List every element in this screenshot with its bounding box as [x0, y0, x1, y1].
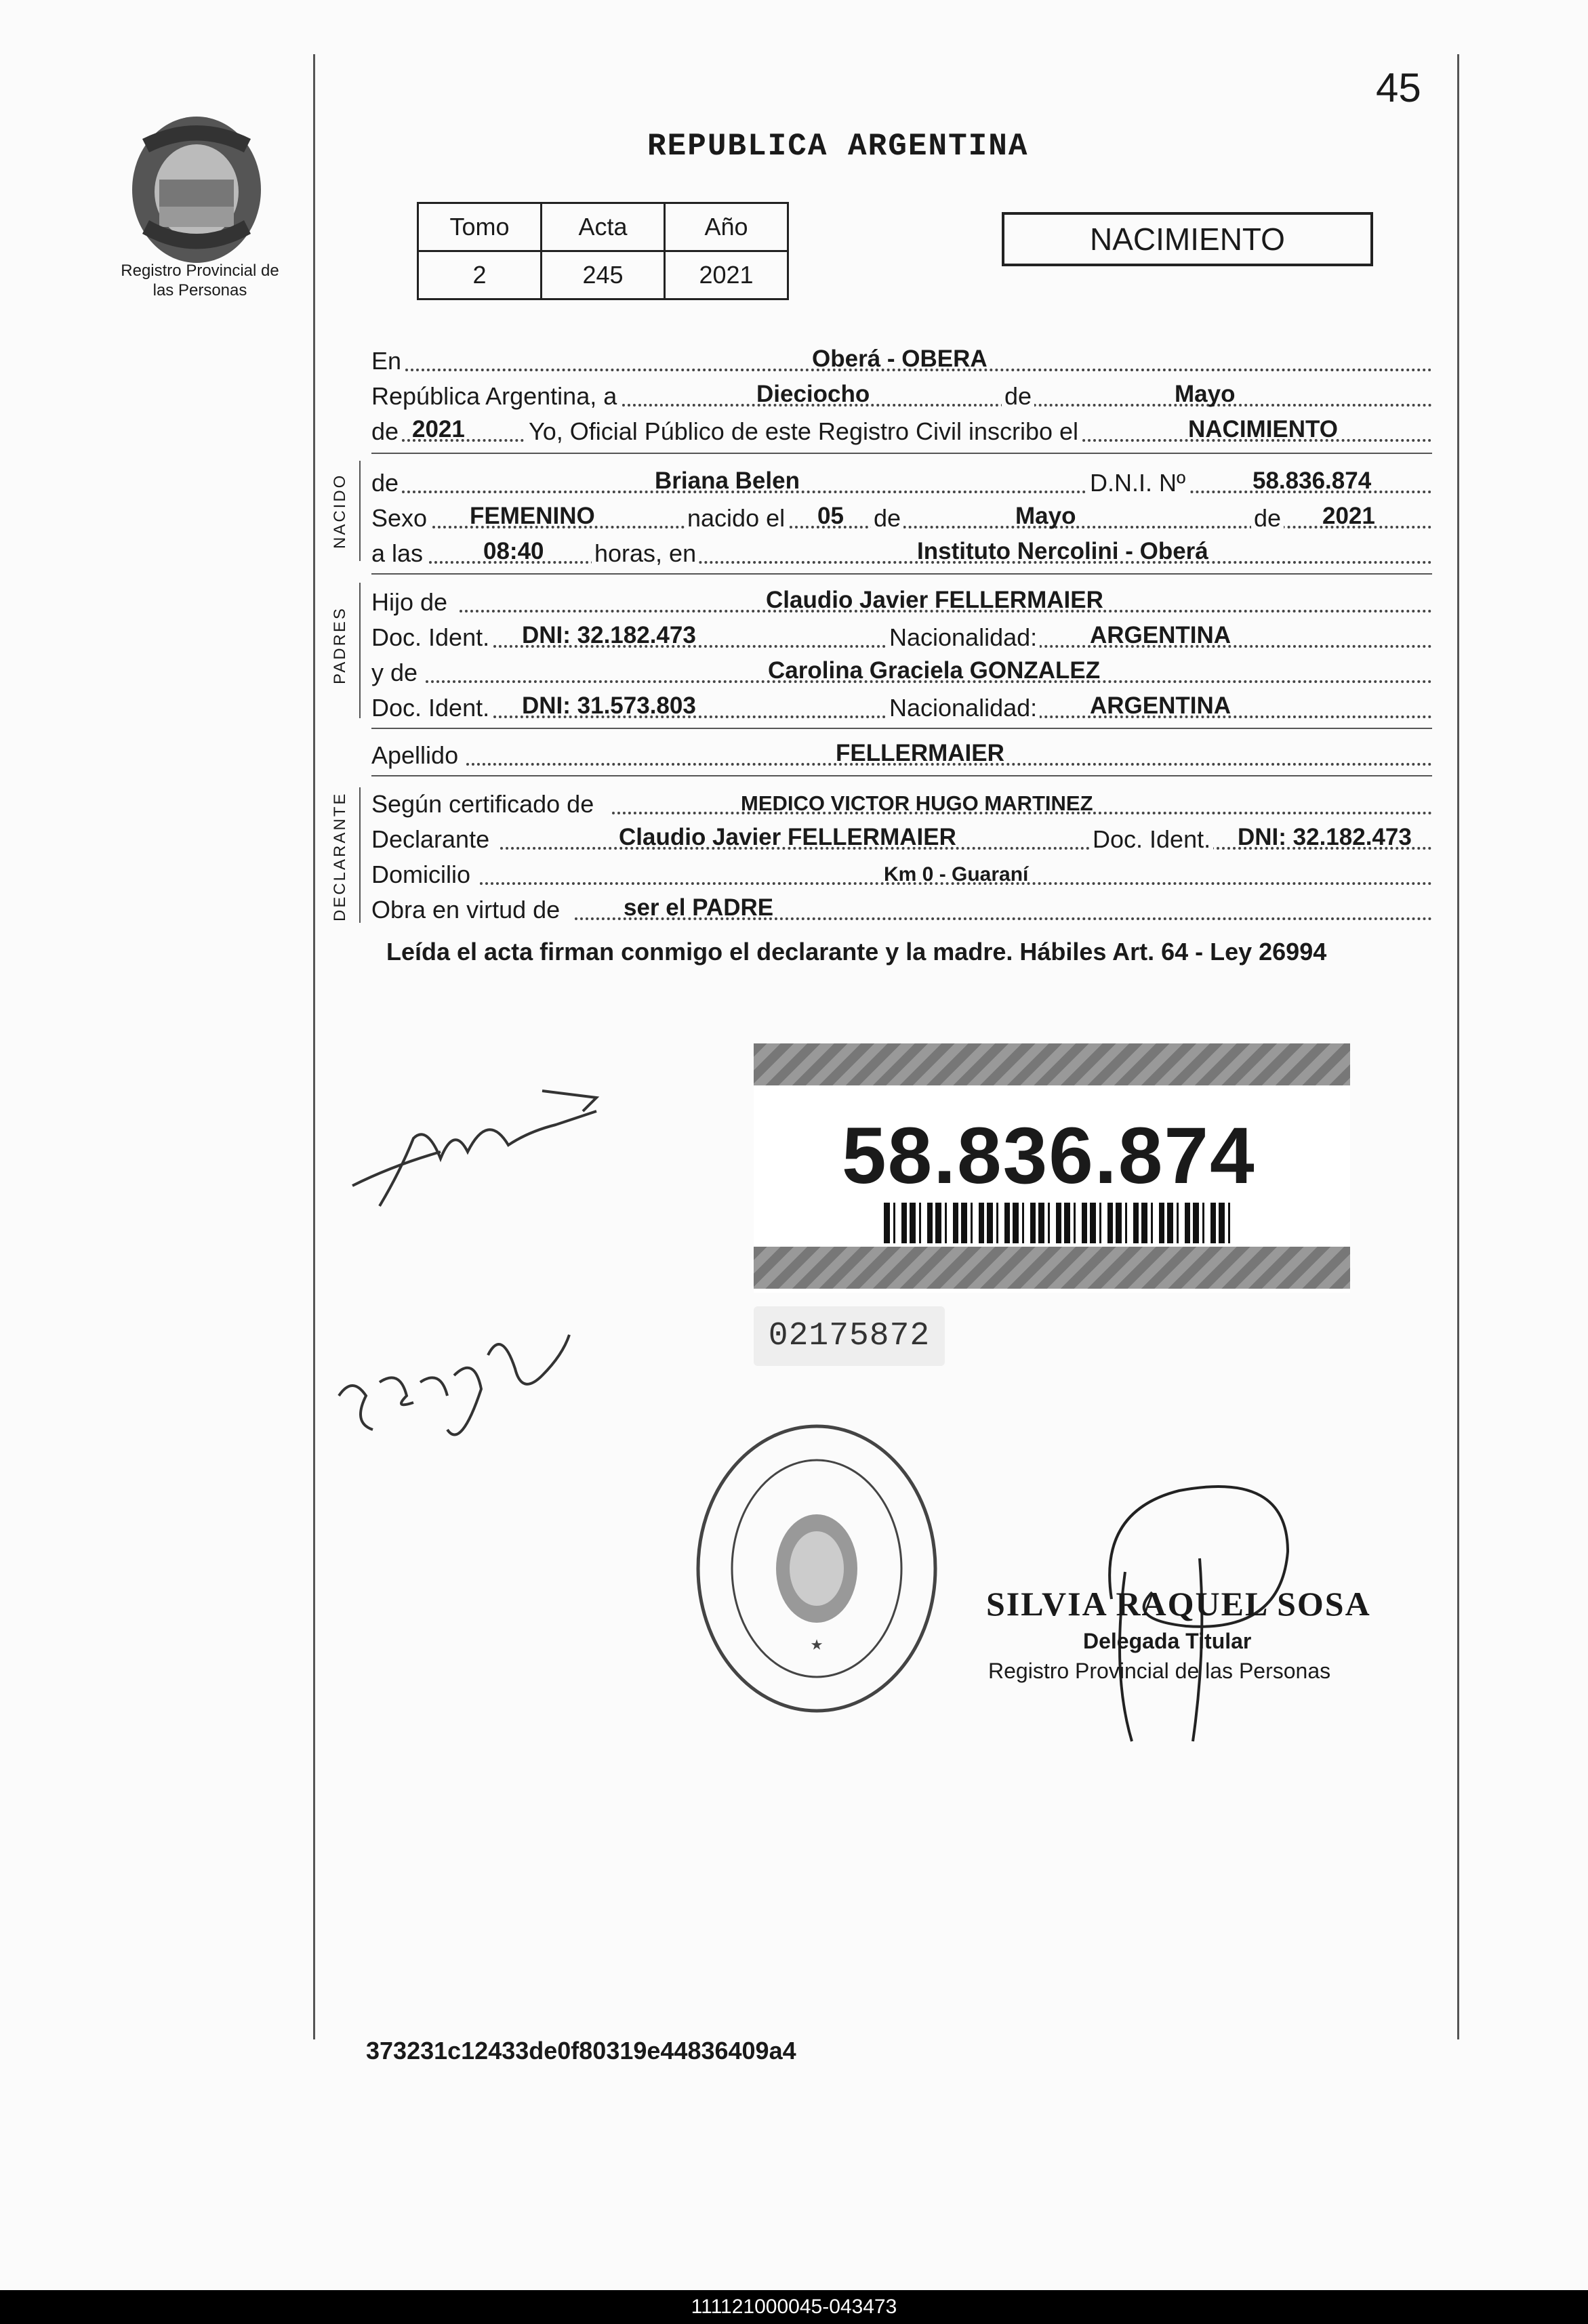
divider-2 — [371, 573, 1432, 575]
label-a-las: a las — [371, 539, 426, 568]
header-tomo: Tomo — [418, 203, 542, 251]
value-madre-doc: DNI: 31.573.803 — [522, 692, 696, 719]
padres-bar — [359, 583, 361, 718]
sticker-band-top — [754, 1043, 1350, 1085]
value-declarante-doc: DNI: 32.182.473 — [1238, 824, 1412, 850]
divider-1 — [371, 453, 1432, 454]
row-nombre — [371, 465, 1432, 497]
row-declarante — [371, 821, 1432, 854]
label-de-mes-nac: de — [871, 504, 903, 533]
divider-3 — [371, 728, 1432, 729]
row-republica — [371, 378, 1432, 411]
label-en: En — [371, 347, 404, 375]
label-republica: República Argentina, a — [371, 382, 619, 411]
label-horas-en: horas, en — [592, 539, 699, 568]
value-padre-nac: ARGENTINA — [1090, 622, 1231, 648]
value-obra: ser el PADRE — [624, 894, 774, 921]
value-domicilio: Km 0 - Guaraní — [884, 863, 1029, 886]
right-margin-line — [1457, 54, 1459, 2039]
value-anio-inscripcion: 2021 — [412, 416, 465, 442]
official-organization: Registro Provincial de las Personas — [988, 1659, 1331, 1683]
document-hash: 373231c12433de0f80319e44836409a4 — [366, 2037, 796, 2064]
value-dia-nacimiento: 05 — [817, 503, 844, 529]
registry-stamp-icon — [691, 1419, 942, 1718]
value-madre: Carolina Graciela GONZALEZ — [768, 657, 1101, 684]
label-de-anio: de — [371, 417, 401, 446]
label-obra: Obra en virtud de — [371, 896, 563, 924]
label-y-de: y de — [371, 659, 420, 687]
label-oficial: Yo, Oficial Público de este Registro Civil inscribo el — [526, 417, 1081, 446]
sticker-dni-number: 58.836.874 — [842, 1111, 1256, 1201]
row-anio — [371, 413, 1432, 446]
header-acta: Acta — [542, 203, 665, 251]
barcode-icon — [884, 1203, 1236, 1243]
value-lugar-inscripcion: Oberá - OBERA — [812, 346, 988, 372]
value-anio-nacimiento: 2021 — [1322, 503, 1375, 529]
label-nac-madre: Nacionalidad: — [887, 694, 1040, 722]
value-certificado: MEDICO VICTOR HUGO MARTINEZ — [741, 791, 1093, 815]
label-doc-madre: Doc. Ident. — [371, 694, 492, 722]
label-de-anio-nac: de — [1251, 504, 1284, 533]
label-nacido-el: nacido el — [685, 504, 788, 533]
closing-note: Leída el acta firman conmigo el declarante y la madre. Hábiles Art. 64 - Ley 26994 — [386, 938, 1327, 966]
sticker-band-bottom — [754, 1247, 1350, 1289]
record-table — [417, 202, 789, 300]
logo-caption: Registro Provincial de las Personas — [121, 262, 279, 299]
label-domicilio: Domicilio — [371, 860, 473, 889]
value-nombre: Briana Belen — [655, 468, 800, 494]
row-madre-doc — [371, 690, 1432, 722]
divider-4 — [371, 775, 1432, 776]
official-role: Delegada Titular — [1083, 1629, 1252, 1653]
row-madre — [371, 655, 1432, 687]
value-anio: 2021 — [665, 251, 788, 299]
label-sexo: Sexo — [371, 504, 430, 533]
row-obra — [371, 892, 1432, 924]
section-declarante: DECLARANTE — [331, 791, 349, 921]
footer-id: 111121000045-043473 — [0, 2290, 1588, 2324]
label-de-nombre: de — [371, 469, 401, 497]
header-anio: Año — [665, 203, 788, 251]
value-hora: 08:40 — [483, 538, 544, 564]
section-padres: PADRES — [331, 606, 349, 684]
label-certificado: Según certificado de — [371, 790, 596, 818]
official-name: SILVIA RAQUEL SOSA — [986, 1585, 1371, 1623]
value-tomo: 2 — [418, 251, 542, 299]
row-hora — [371, 535, 1432, 568]
dni-sticker — [754, 1043, 1350, 1293]
row-padre — [371, 584, 1432, 617]
misiones-coat-of-arms-icon — [122, 112, 271, 268]
label-apellido: Apellido — [371, 741, 461, 770]
svg-text:★: ★ — [810, 1634, 823, 1657]
label-hijo-de: Hijo de — [371, 588, 450, 617]
label-doc-padre: Doc. Ident. — [371, 623, 492, 652]
record-type-box: NACIMIENTO — [1002, 212, 1373, 266]
declarant-signature-icon — [339, 1071, 610, 1226]
row-sexo — [371, 500, 1432, 533]
document-title: REPUBLICA ARGENTINA — [647, 129, 1029, 164]
label-nac-padre: Nacionalidad: — [887, 623, 1040, 652]
page-number: 45 — [1376, 65, 1421, 110]
declarante-bar — [359, 787, 361, 923]
section-nacido: NACIDO — [331, 473, 349, 549]
serial-number: 02175872 — [754, 1306, 945, 1366]
row-certificado — [371, 786, 1432, 818]
value-sexo: FEMENINO — [470, 503, 595, 529]
mother-signature-icon — [325, 1314, 583, 1491]
value-declarante: Claudio Javier FELLERMAIER — [619, 824, 956, 850]
label-de-mes: de — [1002, 382, 1034, 411]
value-padre: Claudio Javier FELLERMAIER — [766, 587, 1103, 613]
value-mes-inscripcion: Mayo — [1175, 381, 1236, 407]
label-dni: D.N.I. Nº — [1087, 469, 1188, 497]
value-acta: 245 — [542, 251, 665, 299]
row-en — [371, 343, 1432, 375]
value-padre-doc: DNI: 32.182.473 — [522, 622, 696, 648]
row-padre-doc — [371, 619, 1432, 652]
value-tipo-inscripcion: NACIMIENTO — [1188, 416, 1339, 442]
nacido-bar — [359, 461, 361, 561]
value-mes-nacimiento: Mayo — [1015, 503, 1076, 529]
label-doc-declarante: Doc. Ident. — [1090, 825, 1213, 854]
value-lugar-nacimiento: Instituto Nercolini - Oberá — [917, 538, 1208, 564]
row-domicilio — [371, 856, 1432, 889]
label-declarante: Declarante — [371, 825, 492, 854]
row-apellido — [371, 737, 1432, 770]
value-dia-inscripcion: Dieciocho — [756, 381, 870, 407]
value-madre-nac: ARGENTINA — [1090, 692, 1231, 719]
value-dni: 58.836.874 — [1253, 468, 1372, 494]
value-apellido: FELLERMAIER — [836, 740, 1004, 766]
left-margin-line — [313, 54, 315, 2039]
